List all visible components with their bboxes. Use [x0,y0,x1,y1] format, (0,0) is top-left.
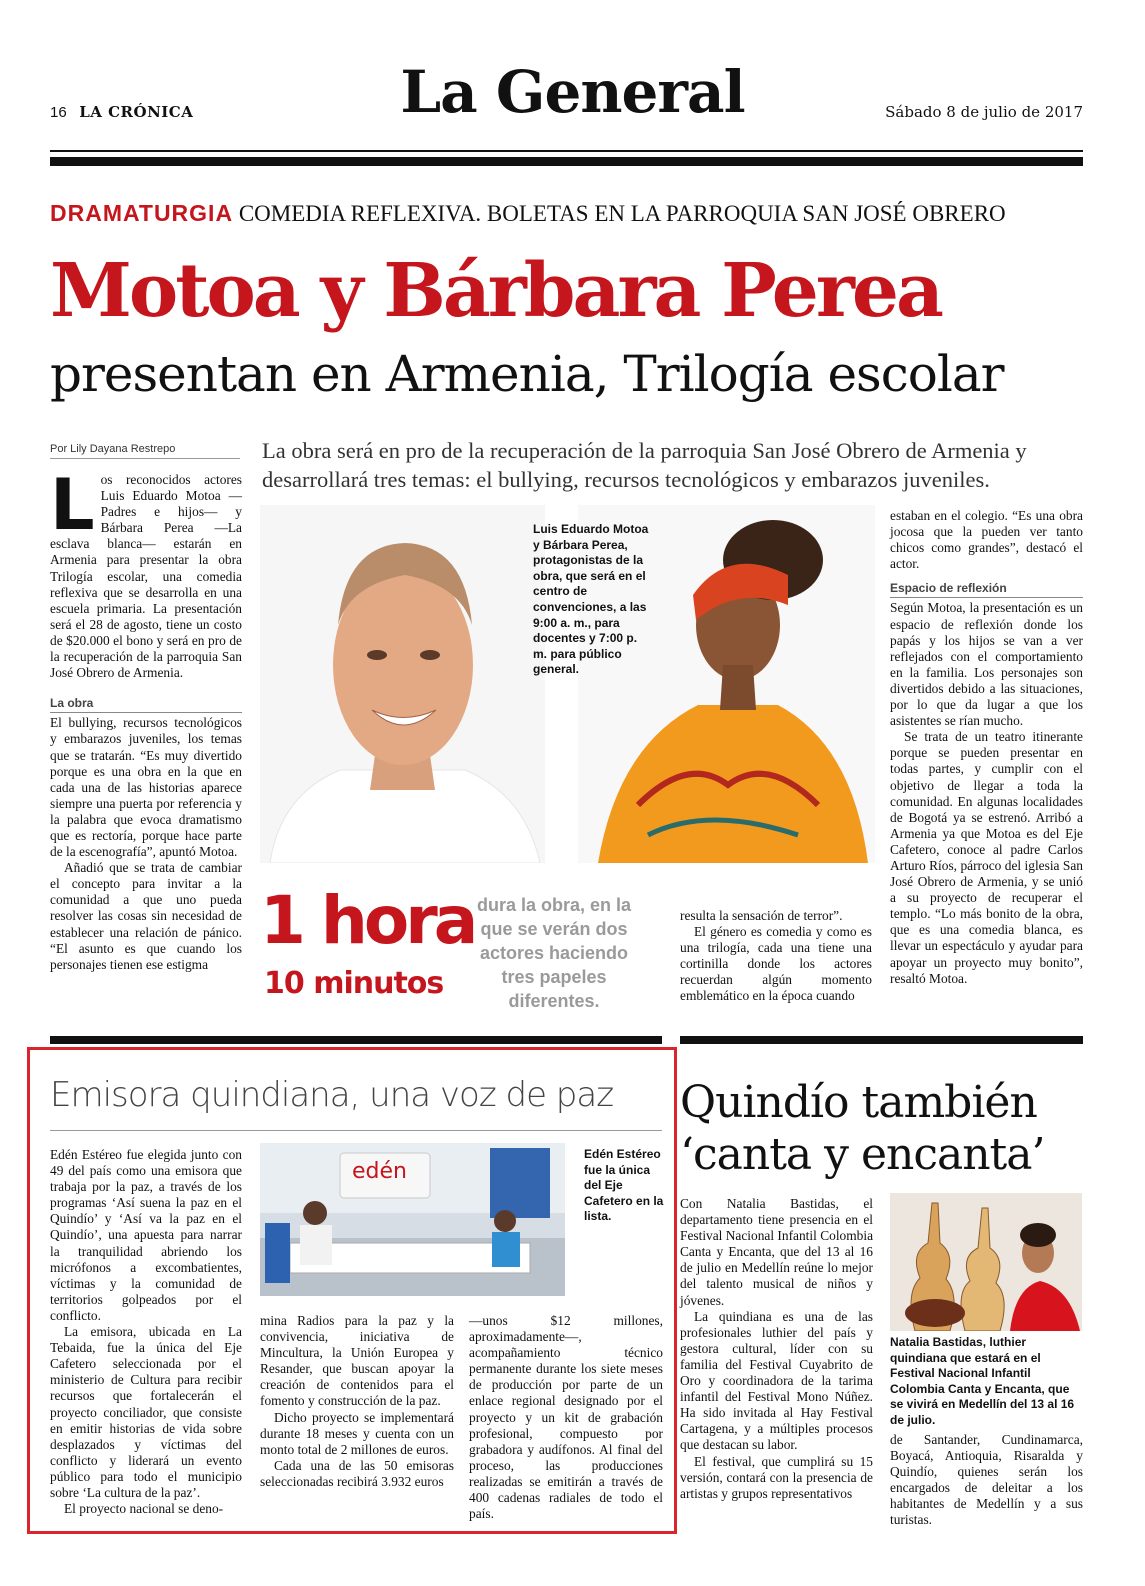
masthead-rule-thin [50,150,1083,152]
photo-caption-eden: Edén Estéreo fue la única del Eje Cafetero en la lista. [584,1147,664,1224]
subhead-la-obra: La obra [50,695,242,713]
emisora-headline-rule [50,1130,662,1131]
emisora-col2-p3: Cada una de las 50 emisoras seleccionadas recibirá 3.932 euros [260,1457,454,1489]
quindio-col2-p1: de Santander, Cundinamarca, Boyacá, Antioquia, Risaralda y Quindío, quienes serán los encargados de deleitar a los habitantes de Medellín y a sus turistas. [890,1432,1083,1528]
main-headline: Motoa y Bárbara Perea [50,248,941,334]
quindio-col1-p2: La quindiana es una de las profesionales luthier del país y gestora cultural, líder con su familia del Festival Cuyabrito de Oro y coordinadora de la tarima infantil del Festival Mono Núñez. Ha sido invitada al Hay Festival Cartagena, y a múltiples procesos que destacan su labor. [680,1308,873,1453]
section-title: La General [400,58,745,126]
photo-eden-estereo-studio [260,1143,565,1296]
quindio-col1-p1: Con Natalia Bastidas, el departamento tiene presencia en el Festival Nacional Infantil Colombia Canta y Encanta, que del 13 al 16 de julio en Medellín reúne lo mejor del talento musical de niños y jóvenes. [680,1196,874,1308]
main-column-1 [50,464,242,973]
article-kicker [50,200,1006,227]
main-column-4 [890,508,1083,987]
emisora-col1-p2: La emisora, ubicada en La Tebaida, fue la única del Eje Cafetero seleccionada por el ministerio de Cultura para recibir recursos que fortalecerán el proyecto conciliador, que consiste en emitir historias de vida sobre desplazados y víctimas del conflicto y liderará un evento público para todo el municipio sobre ‘La cultura de la paz’. [50,1324,242,1500]
masthead-rule-thick [50,157,1083,166]
emisora-col3-p1: —unos $12 millones, aproximadamente—, acompañamiento técnico permanente durante los siete meses de producción por parte de un enlace regional designado por el proyecto y un kit de grabación profesional, compuesto por grabadora y audífonos. Al final del proceso, las producciones realizadas se emitirán a través de 400 cadenas radiales de todo el país. [469,1313,663,1522]
main-col4-p1: estaban en el colegio. “Es una obra jocosa que la pueden ver tanto chicos como grandes”, destacó el actor. [890,508,1083,572]
main-col1-p2: El bullying, recursos tecnológicos y embarazos juveniles, los temas que se tratarán. “Es muy divertido porque es una obra en la que en cada una de las historias aparece siempre una puerta por referencia y la palabra que evoca dramatismo que es rectoría, porque hace parte de la escenografía”, apuntó Motoa. [50,715,242,860]
section-rule-right [680,1036,1083,1044]
big-figure-hours: 1 hora [260,882,475,959]
quindio-headline-line2: ‘canta y encanta’ [680,1129,1045,1180]
page-number: 16 [50,104,67,121]
photo-sign-eden: edén [352,1159,407,1184]
byline: Por Lily Dayana Restrepo [50,443,240,459]
drop-cap: L [50,464,95,546]
quindio-col1-p3: El festival, que cumplirá su 15 versión, contará con la presencia de artistas y grupos representativos [680,1453,873,1501]
photo-caption-actors: Luis Eduardo Motoa y Bárbara Perea, protagonistas de la obra, que será en el centro de convenciones, a las 9:00 a. m., para docentes y 7:00 p. m. para público general. [533,522,649,677]
photo-natalia-bastidas [890,1193,1082,1331]
big-figure-note: dura la obra, en la que se verán dos actores haciendo tres papeles diferentes. [476,895,632,1011]
quindio-headline-line1: Quindío también [680,1077,1037,1128]
main-col4-p3: Se trata de un teatro itinerante porque se pueden presentar en todas partes, y cumplir con el objetivo de llegar a toda la comunidad. En algunas localidades de Bogotá ya se estrenó. Arribó a Armenia ya que Motoa es del Eje Cafetero, conoce al padre Carlos Arturo Ríos, párroco del iglesia San José Obrero de Armenia, y se unió a su proyecto de recuperar el templo. “Lo más bonito de la obra, que es una comedia blanca, es llevar un espectáculo y ayudar para apoyar un proyecto muy bonito”, resaltó Motoa. [890,729,1083,986]
emisora-col1-p1: Edén Estéreo fue elegida junto con 49 del país como una emisora que trabaja por la paz, a través de los programas ‘Así suena la paz en el Quindío’ y ‘Así va la paz en el Quindío’, una apuesta para narrar la tranquilidad abriendo los micrófonos a excombatientes, víctimas y la comunidad de territorios golpeados por el conflicto. [50,1147,242,1323]
main-column-3 [680,908,872,1005]
quindio-headline [680,1077,1044,1181]
subhead-espacio-reflexion: Espacio de reflexión [890,580,1083,598]
emisora-col2-p1: mina Radios para la paz y la convivencia, iniciativa de Mincultura, la Unión Europea y Resander, que buscan apoyar la creación de contenidos para el fomento y construcción de la paz. [260,1313,454,1409]
emisora-column-3 [469,1313,663,1522]
main-subheadline: presentan en Armenia, Trilogía escolar [50,345,1004,403]
issue-date: Sábado 8 de julio de 2017 [885,103,1083,121]
quindio-column-1 [680,1196,873,1502]
main-col4-p2: Según Motoa, la presentación es un espacio de reflexión donde los papás y los hijos se van a ver reflejados con el comportamiento en la familia. Los personajes son divertidos debido a las situaciones, por lo que da lugar a que los asistentes se rían mucho. [890,600,1083,729]
emisora-headline: Emisora quindiana, una voz de paz [50,1075,614,1115]
photo-caption-natalia: Natalia Bastidas, luthier quindiana que estará en el Festival Nacional Infantil Colombia Canta y Encanta, que se vivirá en Medellín del 13 al 16 de julio. [890,1335,1075,1427]
kicker-label: DRAMATURGIA [50,200,234,226]
main-col3-p1: resulta la sensación de terror”. [680,908,843,923]
kicker-text: COMEDIA REFLEXIVA. BOLETAS EN LA PARROQUIA SAN JOSÉ OBRERO [238,201,1006,226]
quindio-column-2 [890,1432,1083,1529]
big-figure-minutes: 10 minutos [264,966,444,1001]
article-deck: La obra será en pro de la recuperación de la parroquia San José Obrero de Armenia y desarrollará tres temas: el bullying, recursos tecnológicos y embarazos juveniles. [262,438,1027,492]
photo-luis-eduardo-motoa [260,505,545,863]
emisora-col2-p2: Dicho proyecto se implementará durante 18 meses y cuenta con un monto total de 2 millones de euros. [260,1409,454,1457]
main-col1-p1: os reconocidos actores Luis Eduardo Motoa —Padres e hijos— y Bárbara Perea —La esclava blanca— estarán en Armenia para presentar la obra Trilogía escolar, una comedia reflexiva que se desarrolla en una escuela primaria. La presentación será el 28 de agosto, tiene un costo de $20.000 el bono y será en pro de la recuperación de la parroquia San José Obrero de Armenia. [50,472,242,681]
main-col3-p2: El género es comedia y como es una trilogía, cada una tiene una cortinilla donde los actores recuerdan algún momento emblemático en la época cuando [680,924,872,1004]
emisora-column-1 [50,1147,242,1517]
main-col1-p3: Añadió que se trata de cambiar el concepto para invitar a la comunidad a que uno pueda resolver las cosas sin necesidad de establecer una relación de pánico. “El asunto es que cuando los personajes tienen ese estigma [50,860,242,972]
emisora-column-2 [260,1313,454,1490]
emisora-col1-p3: El proyecto nacional se deno- [64,1501,224,1517]
publication-name: LA CRÓNICA [79,103,194,121]
section-rule-left [50,1036,662,1044]
